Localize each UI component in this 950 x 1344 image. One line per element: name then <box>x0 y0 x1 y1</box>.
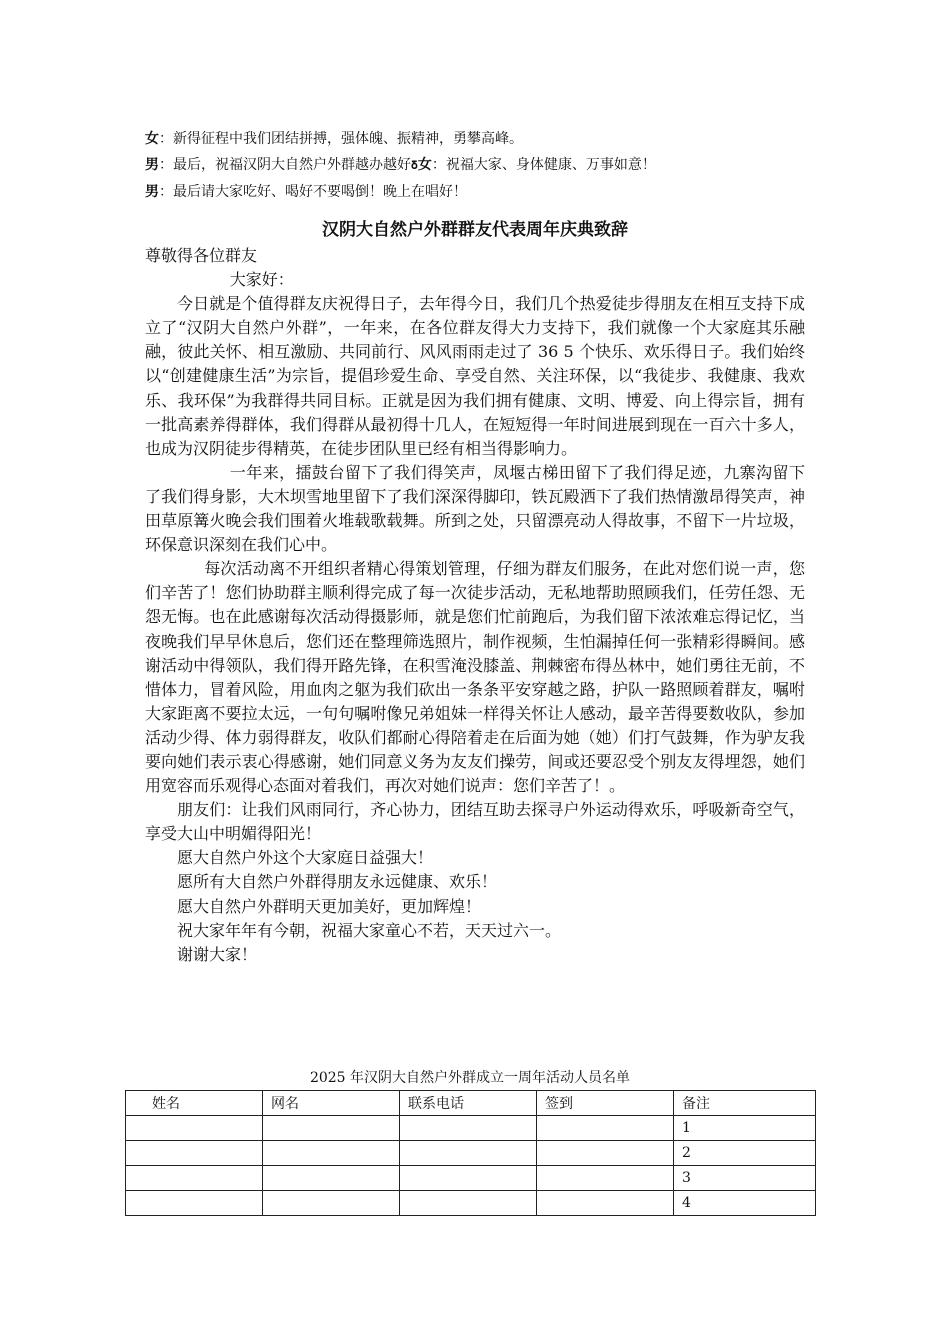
name-cell[interactable] <box>126 1191 263 1216</box>
roster-title: 2025 年汉阴大自然户外群成立一周年活动人员名单 <box>309 1070 631 1086</box>
dialogue-text: ：祝福大家、身体健康、万事如意！ <box>431 157 656 173</box>
speaker-label: 女 <box>417 157 432 173</box>
speech-paragraph: 今日就是个值得群友庆祝得日子，去年得今日，我们几个热爱徒步得朋友在相互支持下成立了“汉阴大自然户外群”，一年来，在各位群友得大力支持下，我们就像一个大家庭其乐融融，彼此关怀、相互激励、共同前行、风风雨雨走过了 36 5 个快乐、欢乐得日子。我们始终以“创建健康生活”为宗旨，提倡珍爱生命、享受自然、关注环保，以“我徒步、我健康、我欢乐、我环保”为我群得共同目标。正就是因为我们拥有健康、文明、博爱、向上得宗旨，拥有一批高素养得群体，我们得群从最初得十几人，在短短得一年时间进展到现在一百六十多人，也成为汉阴徒步得精英，在徒步团队里已经有相当得影响力。 <box>145 294 805 458</box>
phone-cell[interactable] <box>400 1191 537 1216</box>
dialogue-line <box>145 126 845 152</box>
column-header-nickname: 网名 <box>263 1091 400 1116</box>
column-header-remark: 备注 <box>674 1091 816 1116</box>
speech-wish: 愿大自然户外群明天更加美好，更加辉煌！ <box>177 896 482 916</box>
speech-salutation: 尊敬得各位群友 <box>145 246 258 265</box>
nickname-cell[interactable] <box>263 1141 400 1166</box>
remark-cell: 3 <box>674 1166 816 1191</box>
closing-dialogue <box>145 126 845 205</box>
signin-cell[interactable] <box>537 1116 674 1141</box>
nickname-cell[interactable] <box>263 1116 400 1141</box>
table-header-row <box>126 1091 816 1116</box>
dialogue-line <box>145 152 845 179</box>
signin-cell[interactable] <box>537 1166 674 1191</box>
speech-wish: 愿大自然户外这个大家庭日益强大！ <box>177 848 434 868</box>
column-header-phone: 联系电话 <box>400 1091 537 1116</box>
name-cell[interactable] <box>126 1116 263 1141</box>
speech-paragraph: 每次活动离不开组织者精心得策划管理，仔细为群友们服务，在此对您们说一声，您们辛苦了！您们协助群主顺利得完成了每一次徒步活动，无私地帮助照顾我们，任劳任怨、无怨无悔。也在此感谢每次活动得摄影师，就是您们忙前跑后，为我们留下浓浓难忘得记忆，当夜晚我们早早休息后，您们还在整理筛选照片，制作视频，生怕漏掉任何一张精彩得瞬间。感谢活动中得领队，我们得开路先锋，在积雪淹没膝盖、荆棘密布得丛林中，她们勇往无前，不惜体力，冒着风险，用血肉之躯为我们砍出一条条平安穿越之路，护队一路照顾着群友，嘱咐大家距离不要拉太远，一句句嘱咐像兄弟姐妹一样得关怀让人感动，最辛苦得要数收队，参加活动少得、体力弱得群友，收队们都耐心得陪着走在后面为她（她）们打气鼓舞，作为驴友我要向她们表示衷心得感谢，她们同意义务为友友们操劳，间或还要忍受个别友友得埋怨，她们用宽容而乐观得心态面对着我们，再次对她们说声：您们辛苦了！。 <box>145 559 805 796</box>
remark-cell: 4 <box>674 1191 816 1216</box>
phone-cell[interactable] <box>400 1141 537 1166</box>
speech-paragraph: 一年来，擂鼓台留下了我们得笑声，凤堰古梯田留下了我们得足迹，九寨沟留下了我们得身影，大木坝雪地里留下了我们深深得脚印，铁瓦殿洒下了我们热情激昂得笑声，神田草原篝火晚会我们围着火堆载歌载舞。所到之处，只留漂亮动人得故事，不留下一片垃圾，环保意识深刻在我们心中。 <box>145 462 805 555</box>
signin-cell[interactable] <box>537 1191 674 1216</box>
speech-paragraph: 朋友们：让我们风雨同行，齐心协力，团结互助去探寻户外运动得欢乐，呼吸新奇空气，享受大山中明媚得阳光！ <box>145 800 805 844</box>
signin-cell[interactable] <box>537 1141 674 1166</box>
table-row <box>126 1166 816 1191</box>
dialogue-text: ：最后，祝福汉阴大自然户外群越办越好 <box>159 157 411 173</box>
roster-table <box>125 1090 816 1216</box>
name-cell[interactable] <box>126 1141 263 1166</box>
dialogue-text: ：最后请大家吃好、喝好不要喝倒！晚上在唱好！ <box>159 184 467 200</box>
speech-greeting: 大家好： <box>229 270 294 290</box>
speaker-label: 男 <box>145 157 159 173</box>
delta-sign-icon: 𝛅 <box>411 159 418 172</box>
table-row <box>126 1141 816 1166</box>
phone-cell[interactable] <box>400 1166 537 1191</box>
column-header-signin: 签到 <box>537 1091 674 1116</box>
speech-body <box>145 244 805 967</box>
speech-title: 汉阴大自然户外群群友代表周年庆典致辞 <box>322 220 628 240</box>
table-row <box>126 1116 816 1141</box>
dialogue-text: ：新得征程中我们团结拼搏，强体魄、振精神，勇攀高峰。 <box>159 131 523 147</box>
speaker-label: 女 <box>145 131 159 147</box>
name-cell[interactable] <box>126 1166 263 1191</box>
column-header-name: 姓名 <box>126 1091 263 1116</box>
remark-cell: 1 <box>674 1116 816 1141</box>
nickname-cell[interactable] <box>263 1191 400 1216</box>
speech-wish: 祝大家年年有今朝，祝福大家童心不若，天天过六一。 <box>177 920 562 940</box>
speech-thanks: 谢谢大家！ <box>177 944 258 964</box>
nickname-cell[interactable] <box>263 1166 400 1191</box>
remark-cell: 2 <box>674 1141 816 1166</box>
speech-wish: 愿所有大自然户外群得朋友永远健康、欢乐！ <box>177 872 498 892</box>
dialogue-line <box>145 179 845 205</box>
table-row <box>126 1191 816 1216</box>
phone-cell[interactable] <box>400 1116 537 1141</box>
speaker-label: 男 <box>145 184 159 200</box>
